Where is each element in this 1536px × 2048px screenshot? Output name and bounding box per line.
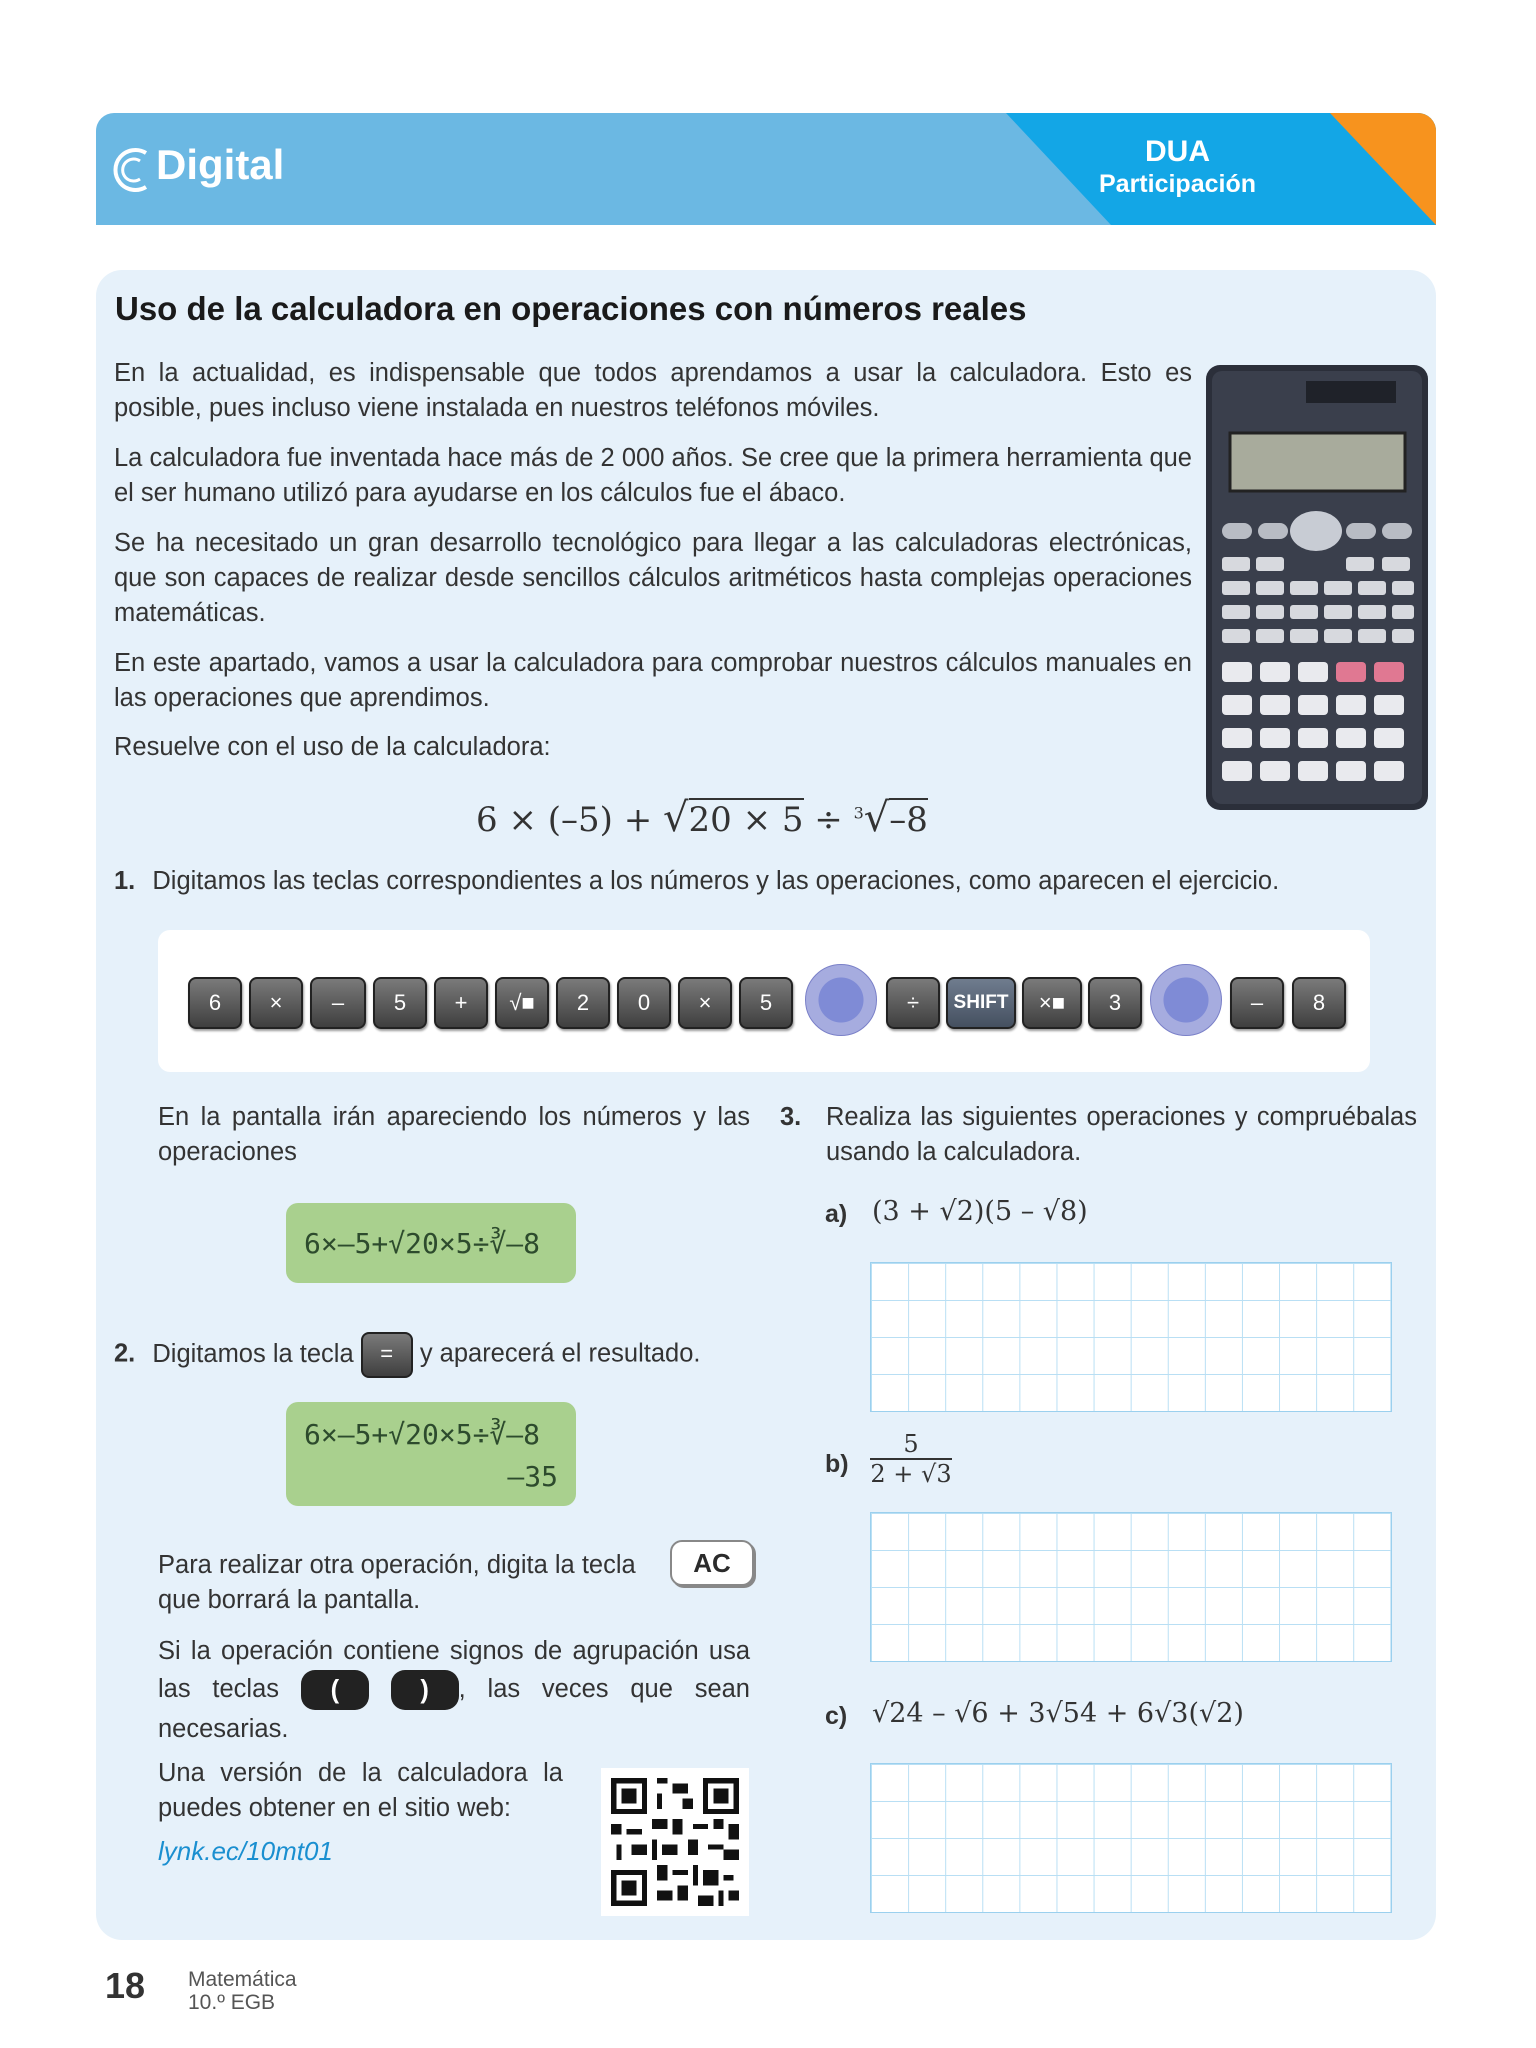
key-8[interactable]: 8 bbox=[1292, 977, 1346, 1029]
answer-grid-c[interactable] bbox=[870, 1763, 1392, 1913]
exercise-b-numerator: 5 bbox=[870, 1430, 952, 1460]
footer-subject-name: Matemática bbox=[188, 1968, 297, 1991]
paragraph-2: La calculadora fue inventada hace más de 2 000 años. Se cree que la primera herramienta que el ser humano utilizó para ayudarse en los cálculos fue el ábaco. bbox=[114, 444, 1192, 507]
key-plus[interactable]: + bbox=[434, 977, 488, 1029]
answer-grid-a[interactable] bbox=[870, 1262, 1392, 1412]
banner-title: Digital bbox=[156, 141, 285, 188]
ac-pre-text: Para realizar otra operación, digita la tecla bbox=[158, 1551, 636, 1579]
formula-radicand-2: –8 bbox=[889, 800, 928, 840]
ac-key[interactable]: AC bbox=[670, 1540, 754, 1586]
exercise-a-expression: (3 + √2)(5 – √8) bbox=[872, 1196, 1088, 1227]
paren-post-text: , las veces que sean necesarias. bbox=[158, 1675, 750, 1744]
exercise-c-label: c) bbox=[825, 1702, 848, 1730]
ac-instruction bbox=[158, 1548, 658, 1583]
key-6[interactable]: 6 bbox=[188, 977, 242, 1029]
ac-post-text: que borrará la pantalla. bbox=[158, 1586, 421, 1614]
key-3[interactable]: 3 bbox=[1088, 977, 1142, 1029]
calculator-link[interactable]: lynk.ec/10mt01 bbox=[158, 1836, 333, 1866]
nav-pad-right-icon-2[interactable] bbox=[1150, 964, 1222, 1036]
key-multiply-2[interactable]: × bbox=[678, 977, 732, 1029]
key-5[interactable]: 5 bbox=[373, 977, 427, 1029]
dua-title: DUA bbox=[1145, 135, 1210, 168]
footer-grade: 10.º EGB bbox=[188, 1991, 276, 2014]
lcd-display-2 bbox=[286, 1402, 576, 1506]
key-multiply[interactable]: × bbox=[249, 977, 303, 1029]
close-paren-key[interactable]: ) bbox=[391, 1670, 459, 1710]
footer-subject bbox=[188, 1968, 297, 2014]
exercise-3-text: Realiza las siguientes operaciones y compruébalas usando la calculadora. bbox=[826, 1103, 1417, 1166]
key-minus-2[interactable]: – bbox=[1230, 977, 1284, 1029]
main-formula: 6 × (–5) + √20 × 5 ÷ $^3$√–8 bbox=[476, 795, 928, 841]
formula-root-index: 3 bbox=[853, 803, 864, 823]
key-divide[interactable]: ÷ bbox=[886, 977, 940, 1029]
digital-logo-icon bbox=[110, 143, 160, 197]
key-5-2[interactable]: 5 bbox=[739, 977, 793, 1029]
screen-text: En la pantalla irán apareciendo los números y las operaciones bbox=[158, 1103, 750, 1166]
step-2-number: 2. bbox=[114, 1339, 136, 1368]
step-1-text: Digitamos las teclas correspondientes a los números y las operaciones, como aparecen el ejercicio. bbox=[152, 867, 1280, 895]
equals-key[interactable]: = bbox=[361, 1332, 413, 1378]
page-number: 18 bbox=[105, 1965, 146, 2006]
formula-radicand-1: 20 × 5 bbox=[688, 800, 804, 840]
formula-part-1: 6 × (–5) + bbox=[476, 800, 663, 840]
step-2-post: y aparecerá el resultado. bbox=[419, 1339, 701, 1368]
web-text: Una versión de la calculadora la puedes obtener en el sitio web: bbox=[158, 1759, 563, 1822]
exercise-b-fraction bbox=[870, 1430, 952, 1488]
dua-label bbox=[1099, 135, 1256, 199]
exercise-b-label: b) bbox=[825, 1450, 849, 1478]
nav-pad-right-icon[interactable] bbox=[805, 964, 877, 1036]
key-minus[interactable]: – bbox=[310, 977, 366, 1029]
scientific-calculator-image bbox=[1206, 365, 1428, 810]
key-shift[interactable]: SHIFT bbox=[946, 977, 1016, 1029]
section-heading: Uso de la calculadora en operaciones con números reales bbox=[115, 290, 1027, 327]
digital-banner bbox=[96, 113, 1436, 225]
exercise-a-label: a) bbox=[825, 1200, 848, 1228]
paren-instruction bbox=[158, 1632, 750, 1748]
step-2 bbox=[114, 1332, 700, 1378]
exercise-3-number: 3. bbox=[780, 1103, 802, 1131]
key-x-root[interactable]: ×■ bbox=[1022, 977, 1082, 1029]
paragraph-4: En este apartado, vamos a usar la calculadora para comprobar nuestros cálculos manuales en las operaciones que aprendimos. bbox=[114, 649, 1192, 712]
formula-part-2: ÷ bbox=[803, 800, 854, 840]
answer-grid-b[interactable] bbox=[870, 1512, 1392, 1662]
dua-participation: Participación bbox=[1099, 170, 1256, 198]
exercise-3 bbox=[780, 1100, 1417, 1170]
step-1-number: 1. bbox=[114, 867, 136, 895]
qr-code-icon[interactable] bbox=[601, 1768, 749, 1916]
exercise-c-expression: √24 – √6 + 3√54 + 6√3(√2) bbox=[872, 1698, 1244, 1729]
paragraph-3: Se ha necesitado un gran desarrollo tecnológico para llegar a las calculadoras electrónicas, que son capaces de realizar desde sencillos cálculos aritméticos hasta complejas operaciones matemáticas. bbox=[114, 529, 1192, 627]
paragraph-5: Resuelve con el uso de la calculadora: bbox=[114, 733, 551, 761]
step-2-pre: Digitamos la tecla bbox=[152, 1339, 354, 1368]
key-0[interactable]: 0 bbox=[617, 977, 671, 1029]
paren-pre-text: Si la operación contiene signos de agrupación usa las teclas bbox=[158, 1637, 750, 1703]
lcd-expression-1: 6×–5+√20×5÷∛–8 bbox=[304, 1227, 541, 1260]
key-sqrt[interactable]: √■ bbox=[495, 977, 549, 1029]
step-1 bbox=[114, 864, 1279, 899]
lcd-result: –35 bbox=[507, 1460, 558, 1493]
exercise-b-denominator: 2 + √3 bbox=[870, 1460, 952, 1488]
lcd-expression-2: 6×–5+√20×5÷∛–8 bbox=[304, 1418, 541, 1451]
key-2[interactable]: 2 bbox=[556, 977, 610, 1029]
open-paren-key[interactable]: ( bbox=[301, 1670, 369, 1710]
paragraph-1: En la actualidad, es indispensable que todos aprendamos a usar la calculadora. Esto es posible, pues incluso viene instalada en nuestros teléfonos móviles. bbox=[114, 359, 1192, 422]
lcd-display-1 bbox=[286, 1203, 576, 1283]
